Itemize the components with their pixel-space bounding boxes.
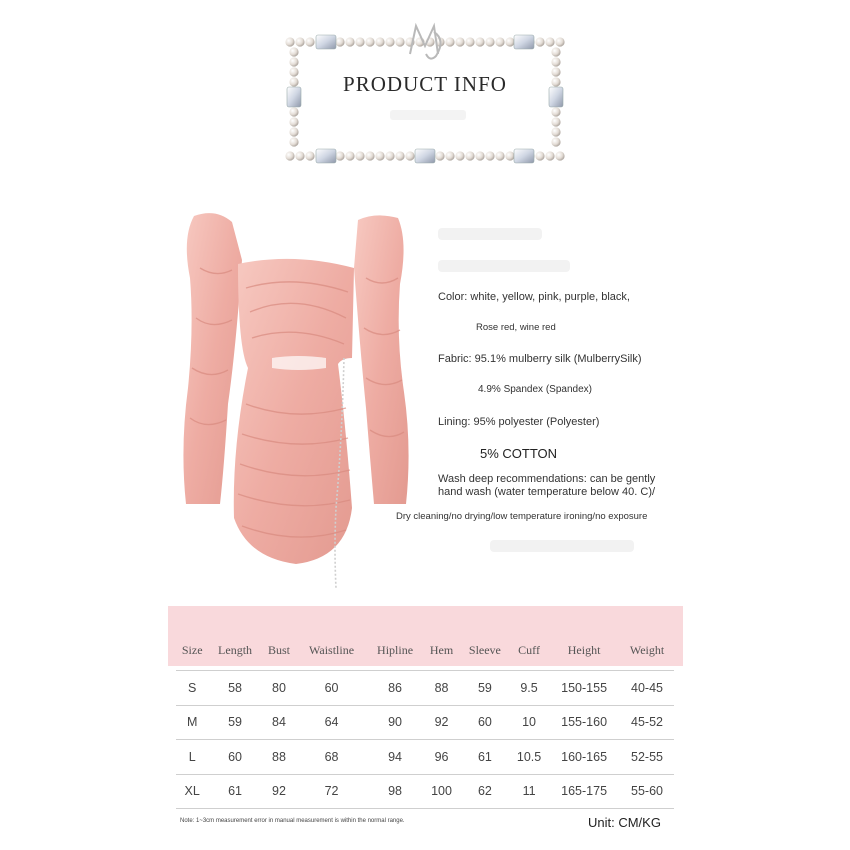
pearl bbox=[385, 151, 394, 160]
table-cell: 59 bbox=[208, 705, 261, 740]
pearl bbox=[555, 151, 564, 160]
table-cell: M bbox=[176, 705, 208, 740]
pearl bbox=[289, 47, 298, 56]
pearl bbox=[289, 137, 298, 146]
table-cell: 9.5 bbox=[510, 671, 548, 706]
table-row bbox=[176, 671, 674, 706]
col-header-waistline: Waistline bbox=[309, 642, 355, 657]
info-fabric-line1: Fabric: 95.1% mulberry silk (MulberrySilk) bbox=[438, 353, 642, 365]
pearl bbox=[435, 151, 444, 160]
pearl bbox=[305, 151, 314, 160]
table-cell: 94 bbox=[367, 740, 423, 775]
table-cell: 60 bbox=[296, 671, 367, 706]
table-row bbox=[176, 774, 674, 809]
table-cell: 52-55 bbox=[620, 740, 674, 775]
col-header-size: Size bbox=[181, 642, 203, 657]
col-header-sleeve: Sleeve bbox=[468, 642, 501, 657]
pearl bbox=[555, 37, 564, 46]
pearl bbox=[345, 37, 354, 46]
blurred-text bbox=[438, 228, 542, 240]
table-cell: 150-155 bbox=[548, 671, 620, 706]
pearl bbox=[375, 37, 384, 46]
pearl bbox=[535, 37, 544, 46]
table-cell: 165-175 bbox=[548, 774, 620, 809]
info-color-line1: Color: white, yellow, pink, purple, black, bbox=[438, 291, 630, 303]
info-lining-line1: Lining: 95% polyester (Polyester) bbox=[438, 416, 600, 428]
dress-photo bbox=[176, 208, 416, 594]
table-cell: 11 bbox=[510, 774, 548, 809]
pearl bbox=[465, 37, 474, 46]
col-header-height: Height bbox=[567, 642, 601, 657]
info-wash-line3: Dry cleaning/no drying/low temperature ironing/no exposure bbox=[396, 511, 648, 522]
pearl bbox=[395, 37, 404, 46]
pearl bbox=[355, 151, 364, 160]
table-cell: 90 bbox=[367, 705, 423, 740]
pearl bbox=[551, 127, 560, 136]
info-color-line2: Rose red, wine red bbox=[476, 322, 556, 333]
table-cell: 64 bbox=[296, 705, 367, 740]
pearl bbox=[285, 37, 294, 46]
pearl bbox=[375, 151, 384, 160]
table-cell: 88 bbox=[262, 740, 297, 775]
col-header-hipline: Hipline bbox=[377, 642, 414, 657]
pearl bbox=[295, 151, 304, 160]
unit-label: Unit: CM/KG bbox=[588, 815, 661, 830]
table-cell: 68 bbox=[296, 740, 367, 775]
table-cell: 72 bbox=[296, 774, 367, 809]
table-cell: 92 bbox=[423, 705, 460, 740]
table-cell: 155-160 bbox=[548, 705, 620, 740]
pearl bbox=[475, 37, 484, 46]
info-lining-line2: 5% COTTON bbox=[480, 446, 558, 461]
table-cell: 96 bbox=[423, 740, 460, 775]
pearl bbox=[295, 37, 304, 46]
col-header-bust: Bust bbox=[267, 642, 290, 657]
table-row bbox=[176, 740, 674, 775]
pearl bbox=[445, 37, 454, 46]
pearl bbox=[365, 37, 374, 46]
pearl bbox=[545, 151, 554, 160]
table-cell: 92 bbox=[262, 774, 297, 809]
col-header-hem: Hem bbox=[429, 642, 454, 657]
pearl bbox=[345, 151, 354, 160]
table-cell: 84 bbox=[262, 705, 297, 740]
info-wash-line2: hand wash (water temperature below 40. C)/ bbox=[438, 486, 656, 498]
blurred-subtitle bbox=[390, 110, 466, 120]
pearl bbox=[551, 57, 560, 66]
pearl bbox=[455, 37, 464, 46]
table-cell: 58 bbox=[208, 671, 261, 706]
pearl bbox=[545, 37, 554, 46]
pearl bbox=[551, 137, 560, 146]
pearl bbox=[365, 151, 374, 160]
pearl bbox=[475, 151, 484, 160]
pearl bbox=[335, 151, 344, 160]
pearl bbox=[505, 151, 514, 160]
pearl bbox=[405, 151, 414, 160]
info-fabric-line2: 4.9% Spandex (Spandex) bbox=[478, 384, 592, 395]
pearl bbox=[495, 37, 504, 46]
pearl bbox=[285, 151, 294, 160]
table-cell: 10.5 bbox=[510, 740, 548, 775]
pearl bbox=[535, 151, 544, 160]
pearl bbox=[465, 151, 474, 160]
info-wash-line1: Wash deep recommendations: can be gently bbox=[438, 473, 656, 485]
pearl bbox=[485, 37, 494, 46]
table-cell: 61 bbox=[460, 740, 510, 775]
table-cell: 59 bbox=[460, 671, 510, 706]
table-cell: 62 bbox=[460, 774, 510, 809]
blurred-text bbox=[438, 260, 570, 272]
table-cell: 45-52 bbox=[620, 705, 674, 740]
col-header-weight: Weight bbox=[629, 642, 665, 657]
table-cell: S bbox=[176, 671, 208, 706]
pearl bbox=[305, 37, 314, 46]
table-cell: 80 bbox=[262, 671, 297, 706]
pearl bbox=[335, 37, 344, 46]
pearl bbox=[551, 47, 560, 56]
pearl bbox=[289, 127, 298, 136]
table-cell: 98 bbox=[367, 774, 423, 809]
pearl bbox=[385, 37, 394, 46]
pearl bbox=[289, 57, 298, 66]
pearl bbox=[551, 117, 560, 126]
table-cell: 60 bbox=[208, 740, 261, 775]
table-cell: 60 bbox=[460, 705, 510, 740]
table-cell: 61 bbox=[208, 774, 261, 809]
pearl bbox=[395, 151, 404, 160]
col-header-length: Length bbox=[218, 642, 253, 657]
pearl bbox=[505, 37, 514, 46]
pearl bbox=[445, 151, 454, 160]
pearl bbox=[551, 107, 560, 116]
pearl bbox=[485, 151, 494, 160]
table-cell: XL bbox=[176, 774, 208, 809]
pearl bbox=[455, 151, 464, 160]
table-row bbox=[176, 705, 674, 740]
table-cell: 40-45 bbox=[620, 671, 674, 706]
pearl bbox=[355, 37, 364, 46]
pearl bbox=[495, 151, 504, 160]
pearl bbox=[289, 117, 298, 126]
pearl bbox=[289, 107, 298, 116]
size-table bbox=[176, 630, 674, 809]
table-cell: 88 bbox=[423, 671, 460, 706]
col-header-cuff: Cuff bbox=[518, 642, 540, 657]
table-cell: 100 bbox=[423, 774, 460, 809]
table-cell: L bbox=[176, 740, 208, 775]
table-cell: 86 bbox=[367, 671, 423, 706]
table-cell: 10 bbox=[510, 705, 548, 740]
measurement-note: Note: 1~3cm measurement error in manual measurement is within the normal range. bbox=[180, 818, 405, 824]
page-title: PRODUCT INFO bbox=[343, 72, 507, 96]
table-cell: 160-165 bbox=[548, 740, 620, 775]
table-cell: 55-60 bbox=[620, 774, 674, 809]
blurred-text bbox=[490, 540, 634, 552]
table-header-row bbox=[176, 630, 674, 671]
